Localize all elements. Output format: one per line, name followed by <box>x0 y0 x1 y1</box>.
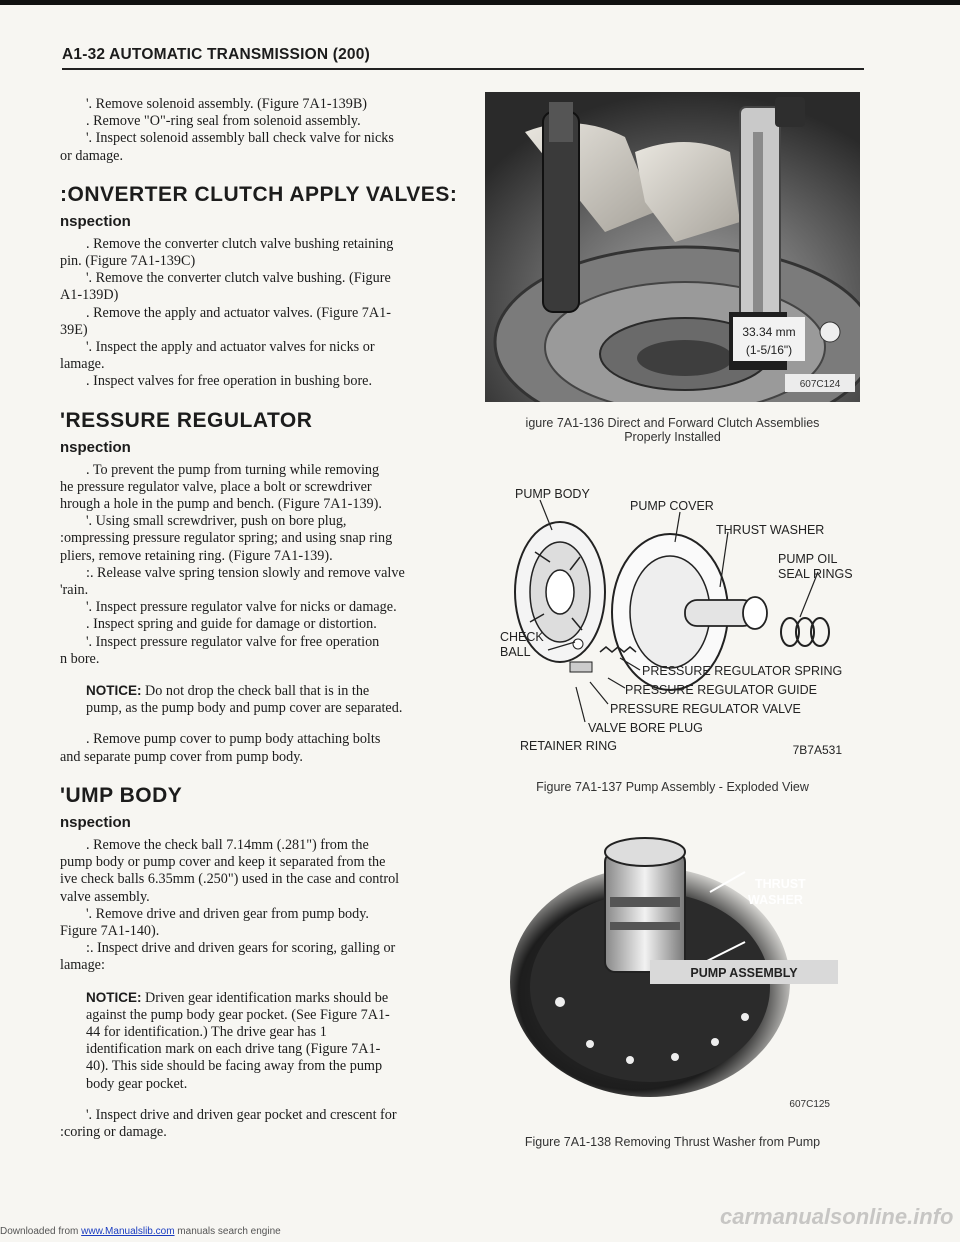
text-line: :ompressing pressure regulator spring; and using snap ring <box>60 530 393 547</box>
text-line: . Inspect valves for free operation in bushing bore. <box>86 373 373 390</box>
top-border <box>0 0 960 5</box>
subheading-inspection: nspection <box>60 212 131 230</box>
text-line: '. Inspect solenoid assembly ball check valve for nicks <box>86 130 394 147</box>
page-header: A1-32 AUTOMATIC TRANSMISSION (200) <box>62 46 370 63</box>
text-line: Figure 7A1-140). <box>60 922 160 939</box>
text-line: . Remove the apply and actuator valves. (Figure 7A1- <box>86 304 391 321</box>
left-column <box>60 96 460 1141</box>
label-valve-bore-plug: VALVE BORE PLUG <box>588 721 703 735</box>
figure-136-photo <box>485 92 860 402</box>
label-pump-assembly: PUMP ASSEMBLY <box>690 966 798 980</box>
notice-label: NOTICE: <box>86 683 142 699</box>
text-line: lamage. <box>60 356 105 373</box>
site-watermark: carmanualsonline.info <box>720 1204 954 1229</box>
diagram-code: 7B7A531 <box>792 743 842 757</box>
figure-138-photo <box>500 812 860 1124</box>
text-line: '. Inspect pressure regulator valve for free operation <box>86 633 380 650</box>
header-rule <box>62 68 864 70</box>
label-seal-rings: SEAL RINGS <box>778 567 853 581</box>
measure-label: 33.34 mm <box>742 325 796 339</box>
text-line: pin. (Figure 7A1-139C) <box>60 253 196 270</box>
text-line: :. Inspect drive and driven gears for scoring, galling or <box>86 940 396 957</box>
label-thrust-washer: THRUST WASHER <box>716 523 825 537</box>
label-thrust: THRUST <box>755 877 806 891</box>
text-line: he pressure regulator valve, place a bolt or screwdriver <box>60 478 372 495</box>
caption-line: igure 7A1-136 Direct and Forward Clutch Assemblies <box>525 416 820 430</box>
measure-label: (1-5/16") <box>745 343 793 357</box>
pump-steps <box>60 837 460 975</box>
text-line: ive check balls 6.35mm (.250") used in the case and control <box>60 871 400 888</box>
notice-line: identification mark on each drive tang (Figure 7A1- <box>86 1041 381 1058</box>
text-line: :. Release valve spring tension slowly and remove valve <box>86 564 405 581</box>
notice-line: pump, as the pump body and pump cover are separated. <box>86 700 403 717</box>
notice-line <box>60 682 460 700</box>
label-pump-cover: PUMP COVER <box>630 499 714 513</box>
text-line: . Remove the check ball 7.14mm (.281") from the <box>86 836 369 853</box>
download-footer <box>0 1226 281 1237</box>
caption-line: Properly Installed <box>624 430 721 444</box>
label-regulator-valve: PRESSURE REGULATOR VALVE <box>610 702 801 716</box>
section-heading-pressure-regulator: 'RESSURE REGULATOR <box>60 408 313 432</box>
converter-steps <box>60 236 460 391</box>
notice-line: body gear pocket. <box>86 1075 188 1092</box>
figure-137-diagram <box>480 482 870 772</box>
label-regulator-guide: PRESSURE REGULATOR GUIDE <box>625 683 817 697</box>
text-line: pump body or pump cover and keep it separated from the <box>60 854 386 871</box>
text-line: '. Inspect the apply and actuator valves for nicks or <box>86 339 375 356</box>
label-washer: WASHER <box>748 893 803 907</box>
text-line: . To prevent the pump from turning while removing <box>86 461 380 478</box>
section-heading-converter: :ONVERTER CLUTCH APPLY VALVES: <box>60 182 458 206</box>
photo-code: 607C124 <box>799 379 841 390</box>
text-line: '. Inspect drive and driven gear pocket and crescent for <box>86 1106 397 1123</box>
subheading-inspection: nspection <box>60 438 131 456</box>
label-ball: BALL <box>500 645 531 659</box>
notice-line: 40). This side should be facing away from the pump <box>86 1058 383 1075</box>
text-line: '. Remove drive and driven gear from pump body. <box>86 905 369 922</box>
seal-rings-part <box>781 618 829 646</box>
pump-after-steps <box>60 1107 460 1141</box>
footer-suffix: manuals search engine <box>174 1226 281 1237</box>
label-retainer-ring: RETAINER RING <box>520 739 617 753</box>
photo-code: 607C125 <box>789 1099 830 1110</box>
text-line: . Remove pump cover to pump body attaching bolts <box>86 731 381 748</box>
pressure-steps <box>60 462 460 668</box>
text-line: . Remove "O"-ring seal from solenoid assembly. <box>86 113 361 130</box>
subheading-inspection: nspection <box>60 813 131 831</box>
text-line: hrough a hole in the pump and bench. (Figure 7A1-139). <box>60 496 382 513</box>
text-line: . Inspect spring and guide for damage or distortion. <box>86 616 377 633</box>
manualslib-link[interactable]: www.Manualslib.com <box>81 1226 175 1237</box>
text-line: '. Remove the converter clutch valve bushing. (Figure <box>86 270 391 287</box>
notice-driven-gear <box>60 989 460 1093</box>
notice-line <box>60 989 460 1007</box>
footer-prefix: Downloaded from <box>0 1226 82 1237</box>
text-line: '. Remove solenoid assembly. (Figure 7A1-139B) <box>86 96 368 112</box>
notice-line: 44 for identification.) The drive gear has 1 <box>86 1023 327 1040</box>
text-line: '. Using small screwdriver, push on bore plug, <box>86 513 347 530</box>
notice-check-ball <box>60 682 460 717</box>
section-heading-pump-body: 'UMP BODY <box>60 783 183 807</box>
figure-137-caption: Figure 7A1-137 Pump Assembly - Exploded View <box>536 780 809 794</box>
text-line: and separate pump cover from pump body. <box>60 748 303 765</box>
label-check: CHECK <box>500 630 544 644</box>
label-pump-oil: PUMP OIL <box>778 552 838 566</box>
text-line: :coring or damage. <box>60 1123 167 1140</box>
label-pump-body: PUMP BODY <box>515 487 590 501</box>
text-line: pliers, remove retaining ring. (Figure 7A1-139). <box>60 547 333 564</box>
pressure-after-steps <box>60 731 460 765</box>
text-line: '. Inspect pressure regulator valve for nicks or damage. <box>86 599 397 616</box>
text-line: 'rain. <box>60 582 89 599</box>
text-line: valve assembly. <box>60 888 150 905</box>
text-line: A1-139D) <box>60 287 119 304</box>
text-line: . Remove the converter clutch valve bushing retaining <box>86 235 394 252</box>
text-line: lamage: <box>60 957 105 974</box>
text-line: 39E) <box>60 321 88 338</box>
label-regulator-spring: PRESSURE REGULATOR SPRING <box>642 664 843 678</box>
notice-line: against the pump body gear pocket. (See Figure 7A1- <box>86 1006 390 1023</box>
notice-text: Do not drop the check ball that is in the <box>141 683 370 700</box>
text-line: or damage. <box>60 147 124 164</box>
figure-138-caption: Figure 7A1-138 Removing Thrust Washer from Pump <box>524 1135 821 1149</box>
notice-text: Driven gear identification marks should be <box>141 989 389 1006</box>
intro-block <box>60 96 460 165</box>
figure-136-caption <box>485 416 860 444</box>
notice-label: NOTICE: <box>86 989 142 1005</box>
text-line: n bore. <box>60 650 100 667</box>
